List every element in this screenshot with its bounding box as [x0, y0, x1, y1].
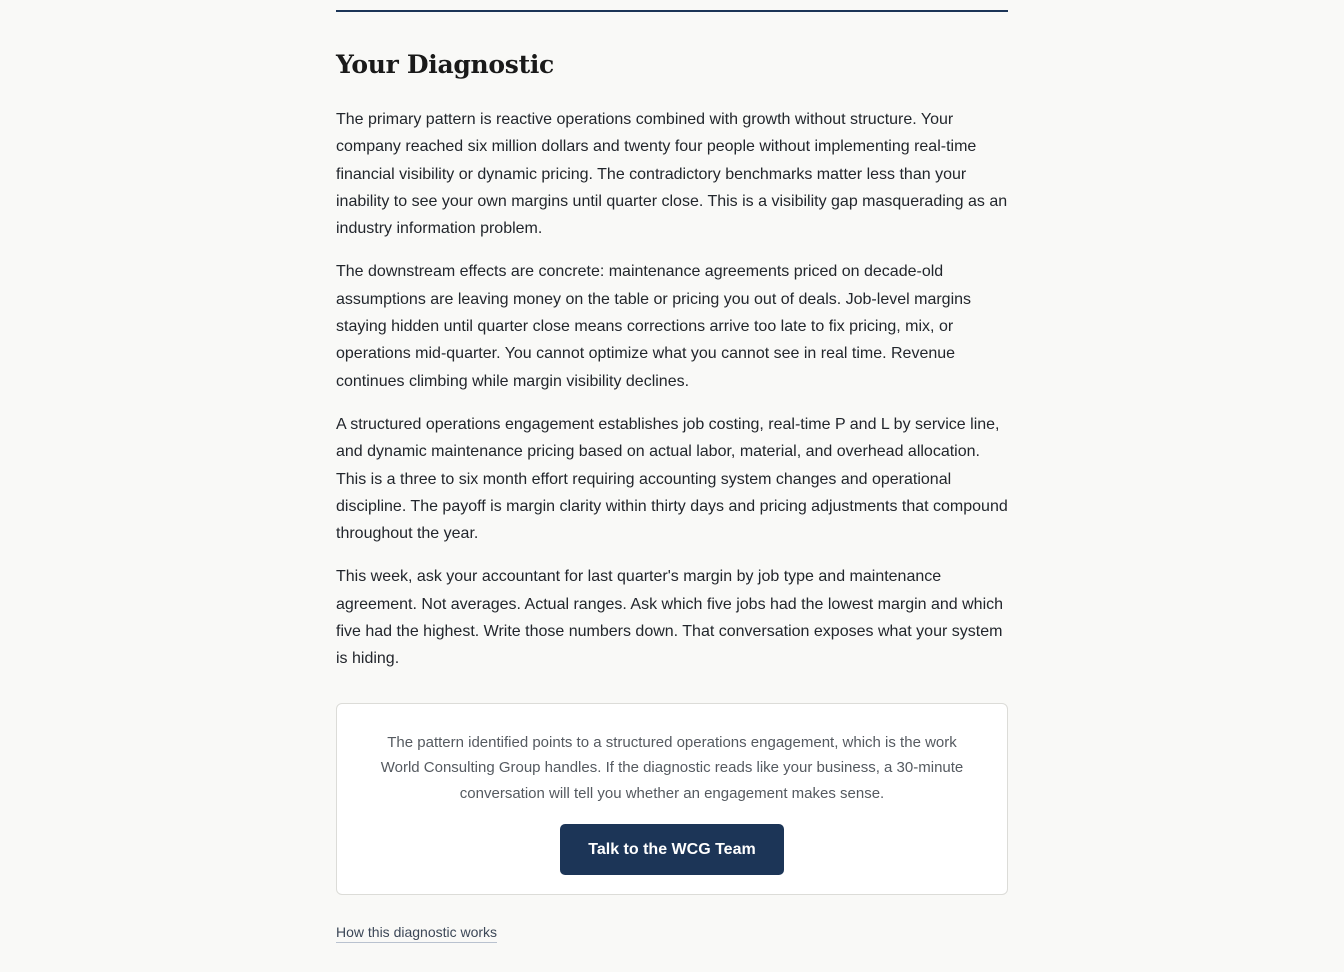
cta-text: The pattern identified points to a structured operations engagement, which is the work World Consulting Group handles. If the diagnostic reads like your business, a 30-minute conversation will tell you whether an engagement makes sense.: [380, 733, 964, 802]
how-diagnostic-works-link[interactable]: How this diagnostic works: [336, 923, 497, 943]
talk-to-team-button[interactable]: Talk to the WCG Team: [560, 824, 784, 875]
diagnostic-section: [336, 0, 1008, 943]
diagnostic-body: [336, 106, 1008, 673]
diagnostic-paragraph-4: This week, ask your accountant for last quarter's margin by job type and maintenance agreement. Not averages. Actual ranges. Ask which five jobs had the lowest margin and which five had the highest. Write those numbers down. That conversation exposes what your system is hiding.: [336, 568, 1004, 668]
cta-card: [336, 703, 1008, 895]
diagnostic-paragraph-2: The downstream effects are concrete: maintenance agreements priced on decade-old assumptions are leaving money on the table or pricing you out of deals. Job-level margins staying hidden until quarter close means corrections arrive too late to fix pricing, mix, or operations mid-quarter. You cannot optimize what you cannot see in real time. Revenue continues climbing while margin visibility declines.: [336, 263, 972, 390]
top-divider: [336, 10, 1008, 12]
diagnostic-paragraph-1: The primary pattern is reactive operations combined with growth without structure. Your company reached six million dollars and twenty four people without implementing real-time financial visibility or dynamic pricing. The contradictory benchmarks matter less than your inability to see your own margins until quarter close. This is a visibility gap masquerading as an industry information problem.: [336, 111, 1008, 238]
page-title: Your Diagnostic: [336, 50, 554, 79]
diagnostic-paragraph-3: A structured operations engagement establishes job costing, real-time P and L by service line, and dynamic maintenance pricing based on actual labor, material, and overhead allocation. This is a three to six month effort requiring accounting system changes and operational discipline. The payoff is margin clarity within thirty days and pricing adjustments that compound throughout the year.: [336, 415, 1008, 543]
